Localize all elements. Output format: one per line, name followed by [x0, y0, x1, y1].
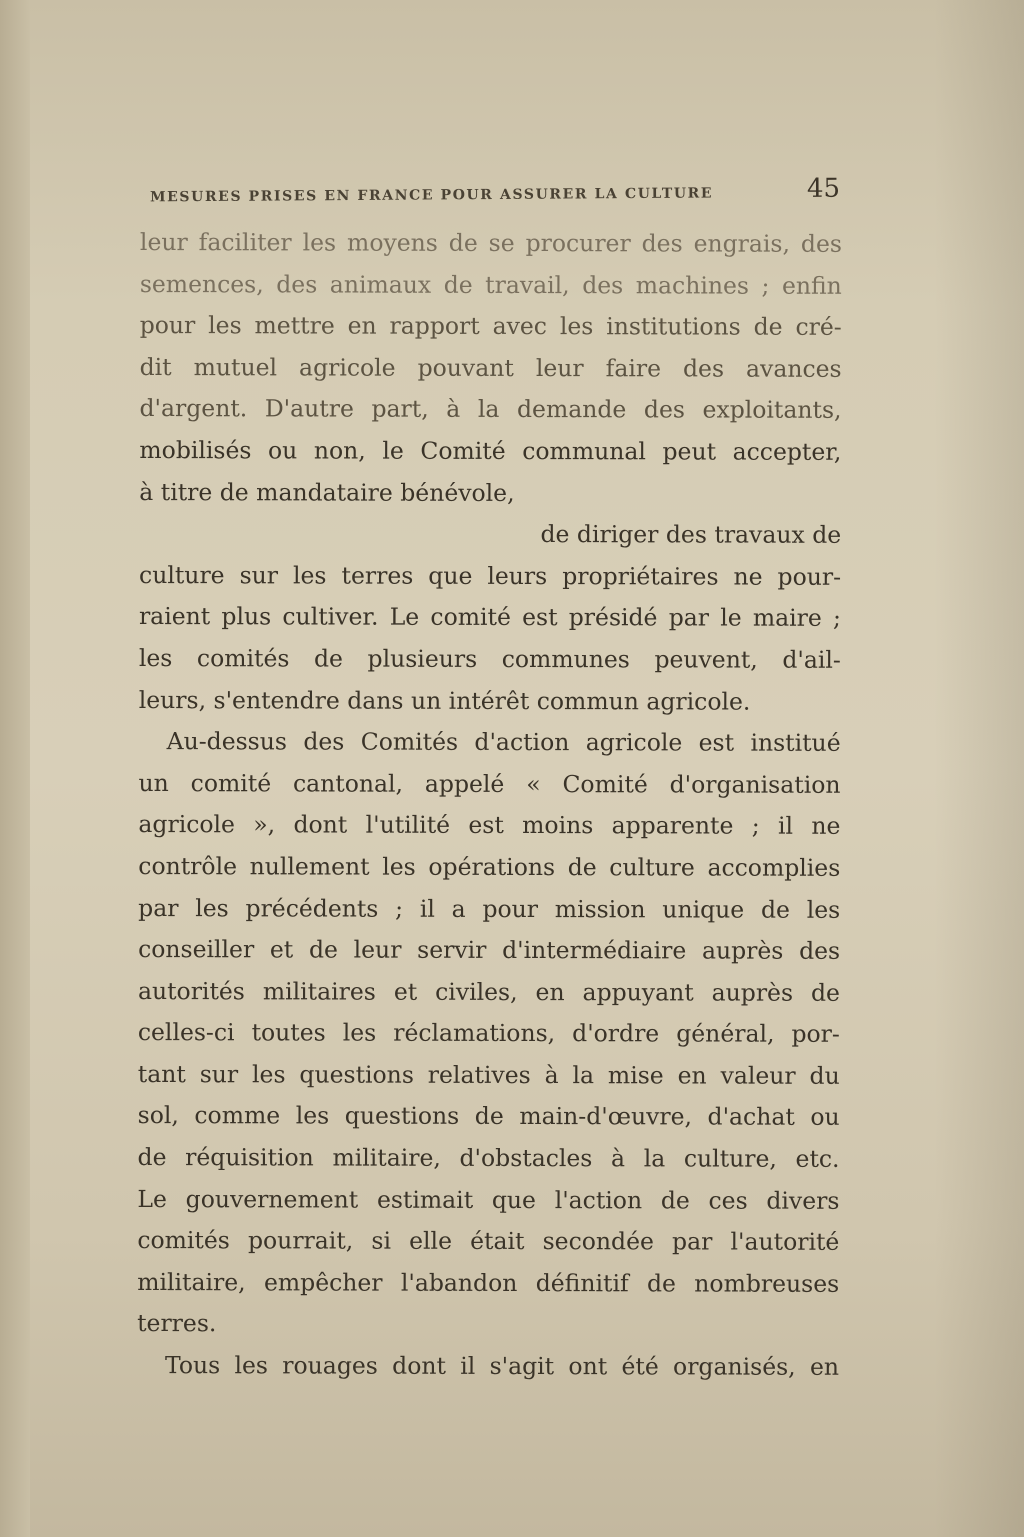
text-line: à titre de mandataire bénévole,: [139, 477, 515, 507]
text-line: Tous les rouages dont il s'agit ont été organisés, en: [164, 1351, 840, 1381]
text-line: Au-dessus des Comités d'action agricole est institué: [166, 727, 841, 757]
text-line: agricole », dont l'utilité est moins apparente ; il ne: [138, 810, 841, 841]
text-line: conseiller et de leur servir d'intermédiaire auprès des: [138, 935, 841, 965]
text-line: d'argent. D'autre part, à la demande des exploitants,: [139, 394, 842, 425]
text-line: leur faciliter les moyens de se procurer des engrais, des: [139, 227, 842, 258]
running-head: [150, 174, 840, 209]
text-line: les comités de plusieurs communes peuvent, d'ail-: [138, 643, 841, 674]
text-line: tant sur les questions relatives à la mise en valeur du: [137, 1059, 840, 1090]
text-line: culture sur les terres que leurs propriétaires ne pour-: [139, 560, 842, 591]
text-line: celles-ci toutes les réclamations, d'ordre général, por-: [137, 1018, 840, 1049]
text-line: contrôle nullement les opérations de culture accomplies: [138, 851, 841, 882]
text-line: un comité cantonal, appelé « Comité d'organisation: [138, 768, 841, 799]
text-line: Le gouvernement estimait que l'action de ces divers: [137, 1184, 840, 1215]
text-line: autorités militaires et civiles, en appuyant auprès de: [137, 976, 841, 1007]
text-line: pour les mettre en rapport avec les institutions de cré-: [139, 311, 842, 342]
text-line: raient plus cultiver. Le comité est présidé par le maire ;: [138, 602, 842, 633]
text-line: semences, des animaux de travail, des machines ; enfin: [139, 269, 842, 300]
page-shadow: [934, 0, 1024, 1537]
text-line: militaire, empêcher l'abandon définitif de nombreuses: [137, 1267, 840, 1298]
text-line: par les précédents ; il a pour mission unique de les: [138, 893, 841, 924]
text-line: terres.: [137, 1309, 217, 1338]
page-number: 45: [806, 173, 841, 204]
text-line: leurs, s'entendre dans un intérêt commun agricole.: [138, 685, 751, 716]
text-line: sol, comme les questions de main-d'œuvre, d'achat ou: [137, 1101, 840, 1132]
text-line: dit mutuel agricole pouvant leur faire des avances: [139, 352, 842, 383]
text-line: de diriger des travaux de: [540, 520, 842, 549]
text-line: comités pourrait, si elle était secondée par l'autorité: [137, 1226, 840, 1257]
text-line: de réquisition militaire, d'obstacles à la culture, etc.: [137, 1143, 840, 1173]
body-text: [137, 222, 842, 1388]
running-title: MESURES PRISES EN FRANCE POUR ASSURER LA CULTURE: [149, 185, 714, 206]
text-line: mobilisés ou non, le Comité communal peut accepter,: [139, 435, 842, 466]
page-gutter: [0, 0, 30, 1537]
